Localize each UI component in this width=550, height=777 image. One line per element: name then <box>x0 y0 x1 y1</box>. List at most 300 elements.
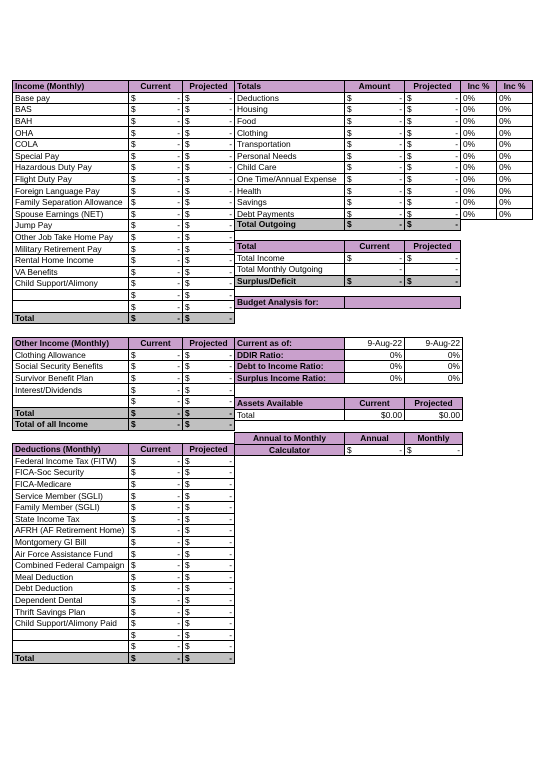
totals-row-inc-pct[interactable]: 0% <box>461 127 497 139</box>
ratios-table <box>234 337 463 384</box>
income-row-label: Family Separation Allowance <box>13 196 129 208</box>
totals-row-projected[interactable]: $ - <box>405 196 461 208</box>
assets-projected-header: Projected <box>405 398 463 410</box>
income-row <box>13 231 235 243</box>
income-row-current[interactable]: $ - <box>129 173 183 185</box>
income-row-label: Spouse Earnings (NET) <box>13 208 129 220</box>
totals-row-inc-pct[interactable]: 0% <box>497 196 533 208</box>
income-row-label: Military Retirement Pay <box>13 243 129 255</box>
totals-row-label: Child Care <box>235 162 345 174</box>
other-income-row-current[interactable]: $ - <box>129 372 183 384</box>
income-row-current[interactable]: $ - <box>129 208 183 220</box>
income-row-current[interactable]: $ - <box>129 289 183 301</box>
deduction-row <box>13 629 235 641</box>
assets-total-label: Total <box>235 409 345 421</box>
income-table <box>12 80 235 324</box>
deduction-row-projected[interactable]: $ - <box>183 617 235 629</box>
deductions-total-label: Total <box>13 652 129 664</box>
deduction-row-label: AFRH (AF Retirement Home) <box>13 525 129 537</box>
income-row-projected[interactable]: $ - <box>183 115 235 127</box>
totals-inc1-header: Inc % <box>461 81 497 93</box>
other-income-row <box>13 395 235 407</box>
other-income-total-label: Total <box>13 407 129 419</box>
deduction-row-projected[interactable]: $ - <box>183 559 235 571</box>
deduction-row <box>13 501 235 513</box>
income-row-projected[interactable]: $ - <box>183 266 235 278</box>
income-row-projected[interactable]: $ - <box>183 138 235 150</box>
totals-row-amount[interactable]: $ - <box>345 150 405 162</box>
income-row-label <box>13 289 129 301</box>
income-row-label: BAH <box>13 115 129 127</box>
totals-row-projected[interactable]: $ - <box>405 208 461 220</box>
deduction-row-label: Combined Federal Campaign <box>13 559 129 571</box>
other-income-row-current[interactable]: $ - <box>129 349 183 361</box>
income-row-current[interactable]: $ - <box>129 231 183 243</box>
deduction-row-projected[interactable]: $ - <box>183 571 235 583</box>
deduction-row-label: Air Force Assistance Fund <box>13 548 129 560</box>
other-income-row-projected[interactable]: $ - <box>183 395 235 407</box>
totals-row-inc-pct[interactable]: 0% <box>497 115 533 127</box>
totals-row-projected[interactable]: $ - <box>405 173 461 185</box>
income-total-label: Total <box>13 312 129 324</box>
deduction-row <box>13 559 235 571</box>
income-row-projected[interactable]: $ - <box>183 162 235 174</box>
deduction-row-label: State Income Tax <box>13 513 129 525</box>
totals-row-inc-pct[interactable]: 0% <box>461 173 497 185</box>
deduction-row <box>13 467 235 479</box>
deduction-row <box>13 583 235 595</box>
calculator-monthly-header: Monthly <box>405 433 463 445</box>
deduction-row-current[interactable]: $ - <box>129 536 183 548</box>
totals-row <box>235 173 533 185</box>
totals-row-inc-pct[interactable]: 0% <box>461 104 497 116</box>
totals-amount-header: Amount <box>345 81 405 93</box>
deduction-row-label: Debt Deduction <box>13 583 129 595</box>
deduction-row-projected[interactable]: $ - <box>183 583 235 595</box>
income-row <box>13 127 235 139</box>
deduction-row <box>13 548 235 560</box>
other-income-table <box>12 337 235 431</box>
totals-row-amount[interactable]: $ - <box>345 208 405 220</box>
totals-row-amount[interactable]: $ - <box>345 173 405 185</box>
income-row-current[interactable]: $ - <box>129 266 183 278</box>
all-income-total-label: Total of all Income <box>13 419 129 431</box>
totals-table <box>234 80 533 220</box>
income-row-label: Special Pay <box>13 150 129 162</box>
income-row <box>13 301 235 313</box>
income-row-label: COLA <box>13 138 129 150</box>
deductions-total-current[interactable]: $ - <box>129 652 183 664</box>
income-row-projected[interactable]: $ - <box>183 92 235 104</box>
totals-row-label: Food <box>235 115 345 127</box>
summary-outgoing-label: Total Monthly Outgoing <box>235 264 345 276</box>
income-row-current[interactable]: $ - <box>129 220 183 232</box>
deduction-row <box>13 571 235 583</box>
income-row <box>13 220 235 232</box>
totals-row-label: Deductions <box>235 92 345 104</box>
deduction-row-label: Montgomery GI Bill <box>13 536 129 548</box>
income-row <box>13 185 235 197</box>
income-header: Income (Monthly) <box>13 81 129 93</box>
income-row-current[interactable]: $ - <box>129 196 183 208</box>
deduction-row-projected[interactable]: $ - <box>183 606 235 618</box>
totals-row <box>235 150 533 162</box>
income-row <box>13 104 235 116</box>
income-row-current[interactable]: $ - <box>129 254 183 266</box>
deduction-row-label: Service Member (SGLI) <box>13 490 129 502</box>
deduction-row-current[interactable]: $ - <box>129 583 183 595</box>
totals-row-projected[interactable]: $ - <box>405 104 461 116</box>
income-current-header: Current <box>129 81 183 93</box>
income-row-current[interactable]: $ - <box>129 150 183 162</box>
summary-total-income-current[interactable]: $ - <box>345 252 405 264</box>
deduction-row <box>13 478 235 490</box>
income-row-label: Flight Duty Pay <box>13 173 129 185</box>
income-row <box>13 173 235 185</box>
totals-row-projected[interactable]: $ - <box>405 138 461 150</box>
totals-row-projected[interactable]: $ - <box>405 150 461 162</box>
other-income-row-label: Survivor Benefit Plan <box>13 372 129 384</box>
income-row-projected[interactable]: $ - <box>183 231 235 243</box>
totals-row-amount[interactable]: $ - <box>345 104 405 116</box>
totals-row-label: Personal Needs <box>235 150 345 162</box>
income-row <box>13 266 235 278</box>
deduction-row <box>13 617 235 629</box>
surplus-projected[interactable]: $ - <box>405 275 461 287</box>
totals-row-label: Debt Payments <box>235 208 345 220</box>
totals-row-amount[interactable]: $ - <box>345 185 405 197</box>
other-income-row-label: Social Security Benefits <box>13 361 129 373</box>
income-row-projected[interactable]: $ - <box>183 254 235 266</box>
income-row-projected[interactable]: $ - <box>183 289 235 301</box>
deduction-row-label <box>13 629 129 641</box>
surplus-income-ratio-current[interactable]: 0% <box>345 372 405 384</box>
deduction-row-label: Meal Deduction <box>13 571 129 583</box>
income-row-label: Other Job Take Home Pay <box>13 231 129 243</box>
totals-row-amount[interactable]: $ - <box>345 196 405 208</box>
income-row-projected[interactable]: $ - <box>183 196 235 208</box>
deduction-row-current[interactable]: $ - <box>129 617 183 629</box>
surplus-income-ratio-label: Surplus Income Ratio: <box>235 372 345 384</box>
other-income-header: Other Income (Monthly) <box>13 338 129 350</box>
income-row-label: Jump Pay <box>13 220 129 232</box>
deduction-row-projected[interactable]: $ - <box>183 548 235 560</box>
summary-outgoing-projected[interactable]: - <box>405 264 461 276</box>
other-income-row-label: Clothing Allowance <box>13 349 129 361</box>
totals-row <box>235 162 533 174</box>
totals-row-inc-pct[interactable]: 0% <box>497 92 533 104</box>
income-row-label: Hazardous Duty Pay <box>13 162 129 174</box>
totals-row-inc-pct[interactable]: 0% <box>497 173 533 185</box>
deductions-table <box>12 443 235 664</box>
deduction-row-projected[interactable]: $ - <box>183 501 235 513</box>
deduction-row-current[interactable]: $ - <box>129 490 183 502</box>
deduction-row-projected[interactable]: $ - <box>183 478 235 490</box>
deduction-row <box>13 490 235 502</box>
debt-income-ratio-projected[interactable]: 0% <box>405 361 463 373</box>
totals-row-label: Transportation <box>235 138 345 150</box>
assets-total-current[interactable]: $0.00 <box>345 409 405 421</box>
income-row-label: Foreign Language Pay <box>13 185 129 197</box>
totals-row-label: Clothing <box>235 127 345 139</box>
income-row <box>13 115 235 127</box>
totals-row-inc-pct[interactable]: 0% <box>497 127 533 139</box>
income-row-current[interactable]: $ - <box>129 92 183 104</box>
assets-current-header: Current <box>345 398 405 410</box>
summary-total-income-projected[interactable]: $ - <box>405 252 461 264</box>
other-income-row-projected[interactable]: $ - <box>183 384 235 396</box>
other-income-row-projected[interactable]: $ - <box>183 349 235 361</box>
income-row-label: Base pay <box>13 92 129 104</box>
totals-row-inc-pct[interactable]: 0% <box>461 196 497 208</box>
other-income-projected-header: Projected <box>183 338 235 350</box>
totals-row-amount[interactable]: $ - <box>345 115 405 127</box>
ddir-ratio-current[interactable]: 0% <box>345 349 405 361</box>
income-row <box>13 289 235 301</box>
summary-table <box>234 240 461 287</box>
deduction-row-projected[interactable]: $ - <box>183 490 235 502</box>
other-income-row-label <box>13 395 129 407</box>
totals-row-inc-pct[interactable]: 0% <box>461 208 497 220</box>
calculator-table <box>234 432 463 456</box>
income-row-label: Child Support/Alimony <box>13 278 129 290</box>
summary-outgoing-current[interactable]: - <box>345 264 405 276</box>
income-row-current[interactable]: $ - <box>129 301 183 313</box>
deduction-row-projected[interactable]: $ - <box>183 629 235 641</box>
deduction-row-current[interactable]: $ - <box>129 571 183 583</box>
income-row <box>13 162 235 174</box>
totals-row-projected[interactable]: $ - <box>405 162 461 174</box>
other-income-current-header: Current <box>129 338 183 350</box>
summary-total-income-label: Total Income <box>235 252 345 264</box>
deduction-row-label: Family Member (SGLI) <box>13 501 129 513</box>
income-row-current[interactable]: $ - <box>129 185 183 197</box>
totals-row-label: Housing <box>235 104 345 116</box>
deduction-row-label: FICA-Medicare <box>13 478 129 490</box>
ddir-ratio-label: DDIR Ratio: <box>235 349 345 361</box>
income-row-projected[interactable]: $ - <box>183 150 235 162</box>
deduction-row-current[interactable]: $ - <box>129 467 183 479</box>
totals-row-label: Health <box>235 185 345 197</box>
surplus-income-ratio-projected[interactable]: 0% <box>405 372 463 384</box>
income-row-projected[interactable]: $ - <box>183 278 235 290</box>
income-row <box>13 138 235 150</box>
budget-analysis-table <box>234 296 461 309</box>
total-outgoing-table <box>234 218 461 231</box>
assets-header: Assets Available <box>235 398 345 410</box>
totals-row <box>235 104 533 116</box>
deduction-row-label: Dependent Dental <box>13 594 129 606</box>
surplus-current[interactable]: $ - <box>345 275 405 287</box>
totals-header: Totals <box>235 81 345 93</box>
current-as-of-label: Current as of: <box>235 338 345 350</box>
totals-row <box>235 115 533 127</box>
totals-row-inc-pct[interactable]: 0% <box>497 104 533 116</box>
summary-header: Total <box>235 241 345 253</box>
deduction-row <box>13 525 235 537</box>
deduction-row-projected[interactable]: $ - <box>183 513 235 525</box>
assets-total-projected[interactable]: $0.00 <box>405 409 463 421</box>
income-row <box>13 243 235 255</box>
other-income-row-current[interactable]: $ - <box>129 384 183 396</box>
deduction-row-label: Federal Income Tax (FITW) <box>13 455 129 467</box>
totals-row-projected[interactable]: $ - <box>405 185 461 197</box>
deductions-projected-header: Projected <box>183 444 235 456</box>
totals-row <box>235 127 533 139</box>
totals-row-label: Savings <box>235 196 345 208</box>
all-income-total-projected[interactable]: $ - <box>183 419 235 431</box>
income-row <box>13 92 235 104</box>
deduction-row-current[interactable]: $ - <box>129 525 183 537</box>
income-row <box>13 278 235 290</box>
deductions-current-header: Current <box>129 444 183 456</box>
income-row-projected[interactable]: $ - <box>183 243 235 255</box>
income-row-label: OHA <box>13 127 129 139</box>
totals-row-label: One Time/Annual Expense <box>235 173 345 185</box>
income-row-current[interactable]: $ - <box>129 115 183 127</box>
other-income-row-projected[interactable]: $ - <box>183 361 235 373</box>
total-outgoing-label: Total Outgoing <box>235 219 345 231</box>
total-outgoing-projected[interactable]: $ - <box>405 219 461 231</box>
income-row-projected[interactable]: $ - <box>183 173 235 185</box>
other-income-row <box>13 384 235 396</box>
deduction-row-current[interactable]: $ - <box>129 513 183 525</box>
income-row-projected[interactable]: $ - <box>183 104 235 116</box>
other-income-total-current[interactable]: $ - <box>129 407 183 419</box>
totals-row <box>235 196 533 208</box>
income-row-projected[interactable]: $ - <box>183 185 235 197</box>
deduction-row-projected[interactable]: $ - <box>183 536 235 548</box>
income-row <box>13 208 235 220</box>
other-income-row-projected[interactable]: $ - <box>183 372 235 384</box>
current-as-of-date2[interactable]: 9-Aug-22 <box>405 338 463 350</box>
income-row-current[interactable]: $ - <box>129 127 183 139</box>
income-row-projected[interactable]: $ - <box>183 220 235 232</box>
deduction-row-projected[interactable]: $ - <box>183 594 235 606</box>
totals-row <box>235 138 533 150</box>
totals-row-inc-pct[interactable]: 0% <box>461 150 497 162</box>
other-income-row-current[interactable]: $ - <box>129 395 183 407</box>
deduction-row <box>13 594 235 606</box>
deduction-row-current[interactable]: $ - <box>129 629 183 641</box>
other-income-total-projected[interactable]: $ - <box>183 407 235 419</box>
totals-inc2-header: Inc % <box>497 81 533 93</box>
income-row-current[interactable]: $ - <box>129 104 183 116</box>
deduction-row-current[interactable]: $ - <box>129 455 183 467</box>
deduction-row <box>13 513 235 525</box>
deduction-row-label: Thrift Savings Plan <box>13 606 129 618</box>
deduction-row-label: FICA-Soc Security <box>13 467 129 479</box>
totals-row-inc-pct[interactable]: 0% <box>497 208 533 220</box>
income-row-label: Rental Home Income <box>13 254 129 266</box>
income-row-projected[interactable]: $ - <box>183 127 235 139</box>
totals-row-inc-pct[interactable]: 0% <box>497 162 533 174</box>
income-row-current[interactable]: $ - <box>129 138 183 150</box>
deduction-row-projected[interactable]: $ - <box>183 455 235 467</box>
totals-row-inc-pct[interactable]: 0% <box>497 150 533 162</box>
calculator-title: Annual to Monthly <box>235 433 345 445</box>
totals-row-amount[interactable]: $ - <box>345 138 405 150</box>
income-row <box>13 254 235 266</box>
other-income-row-label: Interest/Dividends <box>13 384 129 396</box>
deduction-row <box>13 641 235 653</box>
income-row-projected[interactable]: $ - <box>183 301 235 313</box>
totals-row-amount[interactable]: $ - <box>345 92 405 104</box>
totals-row-inc-pct[interactable]: 0% <box>461 115 497 127</box>
other-income-row <box>13 349 235 361</box>
current-as-of-date1[interactable]: 9-Aug-22 <box>345 338 405 350</box>
deduction-row-projected[interactable]: $ - <box>183 641 235 653</box>
income-total-current[interactable]: $ - <box>129 312 183 324</box>
totals-row-inc-pct[interactable]: 0% <box>497 185 533 197</box>
deduction-row-current[interactable]: $ - <box>129 478 183 490</box>
deduction-row-projected[interactable]: $ - <box>183 467 235 479</box>
debt-income-ratio-current[interactable]: 0% <box>345 361 405 373</box>
totals-projected-header: Projected <box>405 81 461 93</box>
deduction-row-current[interactable]: $ - <box>129 606 183 618</box>
income-projected-header: Projected <box>183 81 235 93</box>
deduction-row <box>13 536 235 548</box>
totals-row-inc-pct[interactable]: 0% <box>461 185 497 197</box>
deduction-row-label <box>13 641 129 653</box>
debt-income-ratio-label: Debt to Income Ratio: <box>235 361 345 373</box>
deduction-row <box>13 606 235 618</box>
deduction-row-label: Child Support/Alimony Paid <box>13 617 129 629</box>
totals-row-inc-pct[interactable]: 0% <box>461 92 497 104</box>
income-row <box>13 196 235 208</box>
other-income-row <box>13 361 235 373</box>
totals-row-projected[interactable]: $ - <box>405 92 461 104</box>
deduction-row-projected[interactable]: $ - <box>183 525 235 537</box>
deduction-row-current[interactable]: $ - <box>129 548 183 560</box>
deduction-row-current[interactable]: $ - <box>129 559 183 571</box>
assets-table <box>234 397 463 421</box>
total-outgoing-amount[interactable]: $ - <box>345 219 405 231</box>
totals-row <box>235 185 533 197</box>
totals-row-inc-pct[interactable]: 0% <box>497 138 533 150</box>
totals-row-projected[interactable]: $ - <box>405 115 461 127</box>
income-row-current[interactable]: $ - <box>129 162 183 174</box>
income-row-label: VA Benefits <box>13 266 129 278</box>
income-row-projected[interactable]: $ - <box>183 208 235 220</box>
calculator-annual-header: Annual <box>345 433 405 445</box>
calculator-subtitle: Calculator <box>235 444 345 456</box>
totals-row-amount[interactable]: $ - <box>345 127 405 139</box>
deduction-row-current[interactable]: $ - <box>129 641 183 653</box>
totals-row-projected[interactable]: $ - <box>405 127 461 139</box>
income-row-current[interactable]: $ - <box>129 278 183 290</box>
all-income-total-current[interactable]: $ - <box>129 419 183 431</box>
other-income-row-current[interactable]: $ - <box>129 361 183 373</box>
income-total-projected[interactable]: $ - <box>183 312 235 324</box>
income-row-current[interactable]: $ - <box>129 243 183 255</box>
totals-row-amount[interactable]: $ - <box>345 162 405 174</box>
calculator-monthly-output[interactable]: $ - <box>405 444 463 456</box>
income-row-label: BAS <box>13 104 129 116</box>
income-row <box>13 150 235 162</box>
deduction-row-current[interactable]: $ - <box>129 501 183 513</box>
calculator-annual-input[interactable]: $ - <box>345 444 405 456</box>
totals-row-inc-pct[interactable]: 0% <box>461 162 497 174</box>
totals-row-inc-pct[interactable]: 0% <box>461 138 497 150</box>
deductions-header: Deductions (Monthly) <box>13 444 129 456</box>
ddir-ratio-projected[interactable]: 0% <box>405 349 463 361</box>
deductions-total-projected[interactable]: $ - <box>183 652 235 664</box>
budget-analysis-value[interactable] <box>345 297 461 309</box>
summary-projected-header: Projected <box>405 241 461 253</box>
budget-analysis-label: Budget Analysis for: <box>235 297 345 309</box>
deduction-row-current[interactable]: $ - <box>129 594 183 606</box>
